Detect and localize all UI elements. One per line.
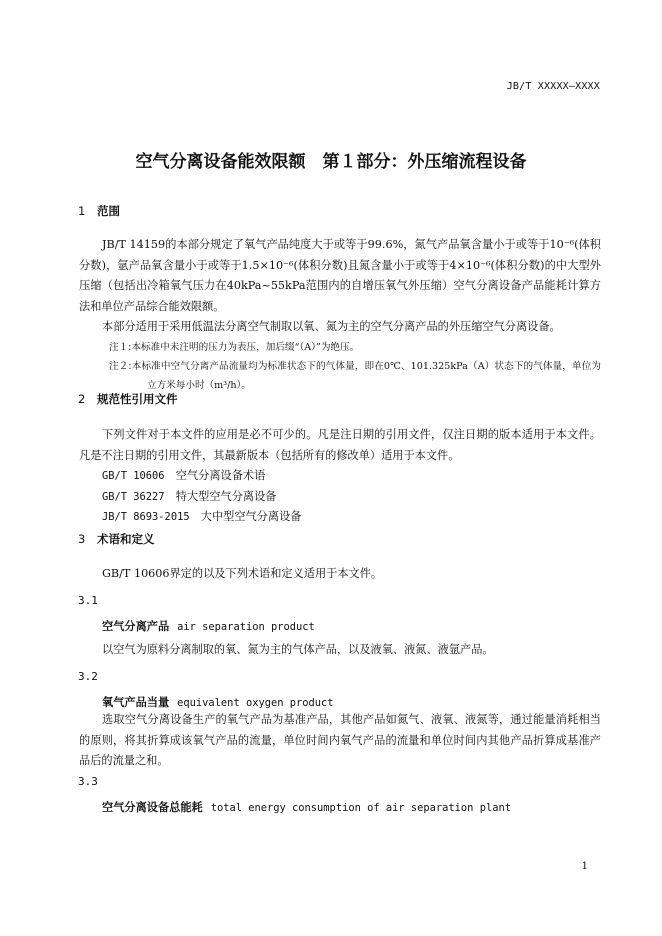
reference-name: 特大型空气分离设备 <box>175 489 277 503</box>
note-label: 注１: <box>109 341 132 353</box>
note-text: 本标准中空气分离产品流量均为标准状态下的气体量，即在0℃、101.325kPa（A）状态下的气体量，单位为立方米每小时（m³/h）。 <box>131 360 602 391</box>
section-2-heading <box>78 391 178 407</box>
reference-list <box>102 466 302 528</box>
note-text: 本标准中未注明的压力为表压，加后缀“（A）”为绝压。 <box>131 341 360 353</box>
document-title: 空气分离设备能效限额 第１部分：外压缩流程设备 <box>135 152 527 172</box>
terms-intro: GB/T 10606界定的以及下列术语和定义适用于本文件。 <box>102 567 383 580</box>
section-number: 3 <box>78 532 86 546</box>
term-definition: 以空气为原料分离制取的氧、氮为主的气体产品，以及液氧、液氮、液氩产品。 <box>102 643 494 656</box>
reference-name: 大中型空气分离设备 <box>200 510 302 523</box>
document-code: JB/T XXXXX—XXXX <box>506 81 600 92</box>
note-label: 注２: <box>109 360 132 372</box>
section-2-body <box>79 425 601 466</box>
term-entry <box>102 618 315 634</box>
term-chinese: 空气分离设备总能耗 <box>102 801 203 814</box>
reference-item <box>102 507 302 528</box>
section-title: 术语和定义 <box>97 532 155 546</box>
term-english: total energy consumption of air separation plant <box>210 802 511 814</box>
section-1-heading <box>78 203 120 219</box>
section-title: 范围 <box>97 204 120 218</box>
references-paragraph: 下列文件对于本文件的应用是必不可少的。凡是注日期的引用文件，仅注日期的版本适用于本文件。凡是不注日期的引用文件，其最新版本（包括所有的修改单）适用于本文件。 <box>79 428 601 462</box>
term-english: equivalent oxygen product <box>177 697 334 709</box>
page-number: 1 <box>581 861 588 872</box>
clause-number: 3.2 <box>78 670 98 683</box>
section-1-body <box>79 235 601 395</box>
clause-number: 3.1 <box>78 594 98 607</box>
reference-code: GB/T 10606 <box>102 470 165 482</box>
term-entry <box>102 799 511 815</box>
scope-paragraph: JB/T 14159的本部分规定了氧气产品纯度大于或等于99.6%，氮气产品氧含量小于或等于10⁻⁶(体积分数)，氩产品氧含量小于或等于1.5×10⁻⁶(体积分数)且氮含量小于或等于4×10⁻⁶(体积分数)的中大型外压缩（包括出冷箱氧气压力在40kPa~55kPa范围内的自增压氧气外压缩）空气分离设备产品能耗计算方法和单位产品综合能效限额。 <box>79 238 601 313</box>
term-entry <box>102 694 334 710</box>
term-chinese: 氧气产品当量 <box>102 696 170 709</box>
reference-code: GB/T 36227 <box>102 490 165 503</box>
term-chinese: 空气分离产品 <box>102 620 170 633</box>
term-definition: 选取空气分离设备生产的氧气产品为基准产品，其他产品如氮气、液氧、液氮等，通过能量消耗相当的原则，将其折算成该氧气产品的流量，单位时间内氧气产品的流量和单位时间内其他产品折算成基准产品后的流量之和。 <box>79 713 601 767</box>
section-number: 1 <box>78 204 86 218</box>
clause-number: 3.3 <box>78 775 98 788</box>
term-english: air separation product <box>177 621 315 633</box>
note-2 <box>79 357 601 395</box>
scope-applicability: 本部分适用于采用低温法分离空气制取以氧、氮为主的空气分离产品的外压缩空气分离设备。 <box>102 320 561 333</box>
reference-item <box>102 466 302 487</box>
section-number: 2 <box>78 392 86 406</box>
reference-item <box>102 487 302 508</box>
reference-code: JB/T 8693-2015 <box>102 511 190 523</box>
section-title: 规范性引用文件 <box>97 392 178 406</box>
section-3-heading <box>78 531 155 547</box>
note-1 <box>79 338 601 357</box>
reference-name: 空气分离设备术语 <box>175 469 266 482</box>
